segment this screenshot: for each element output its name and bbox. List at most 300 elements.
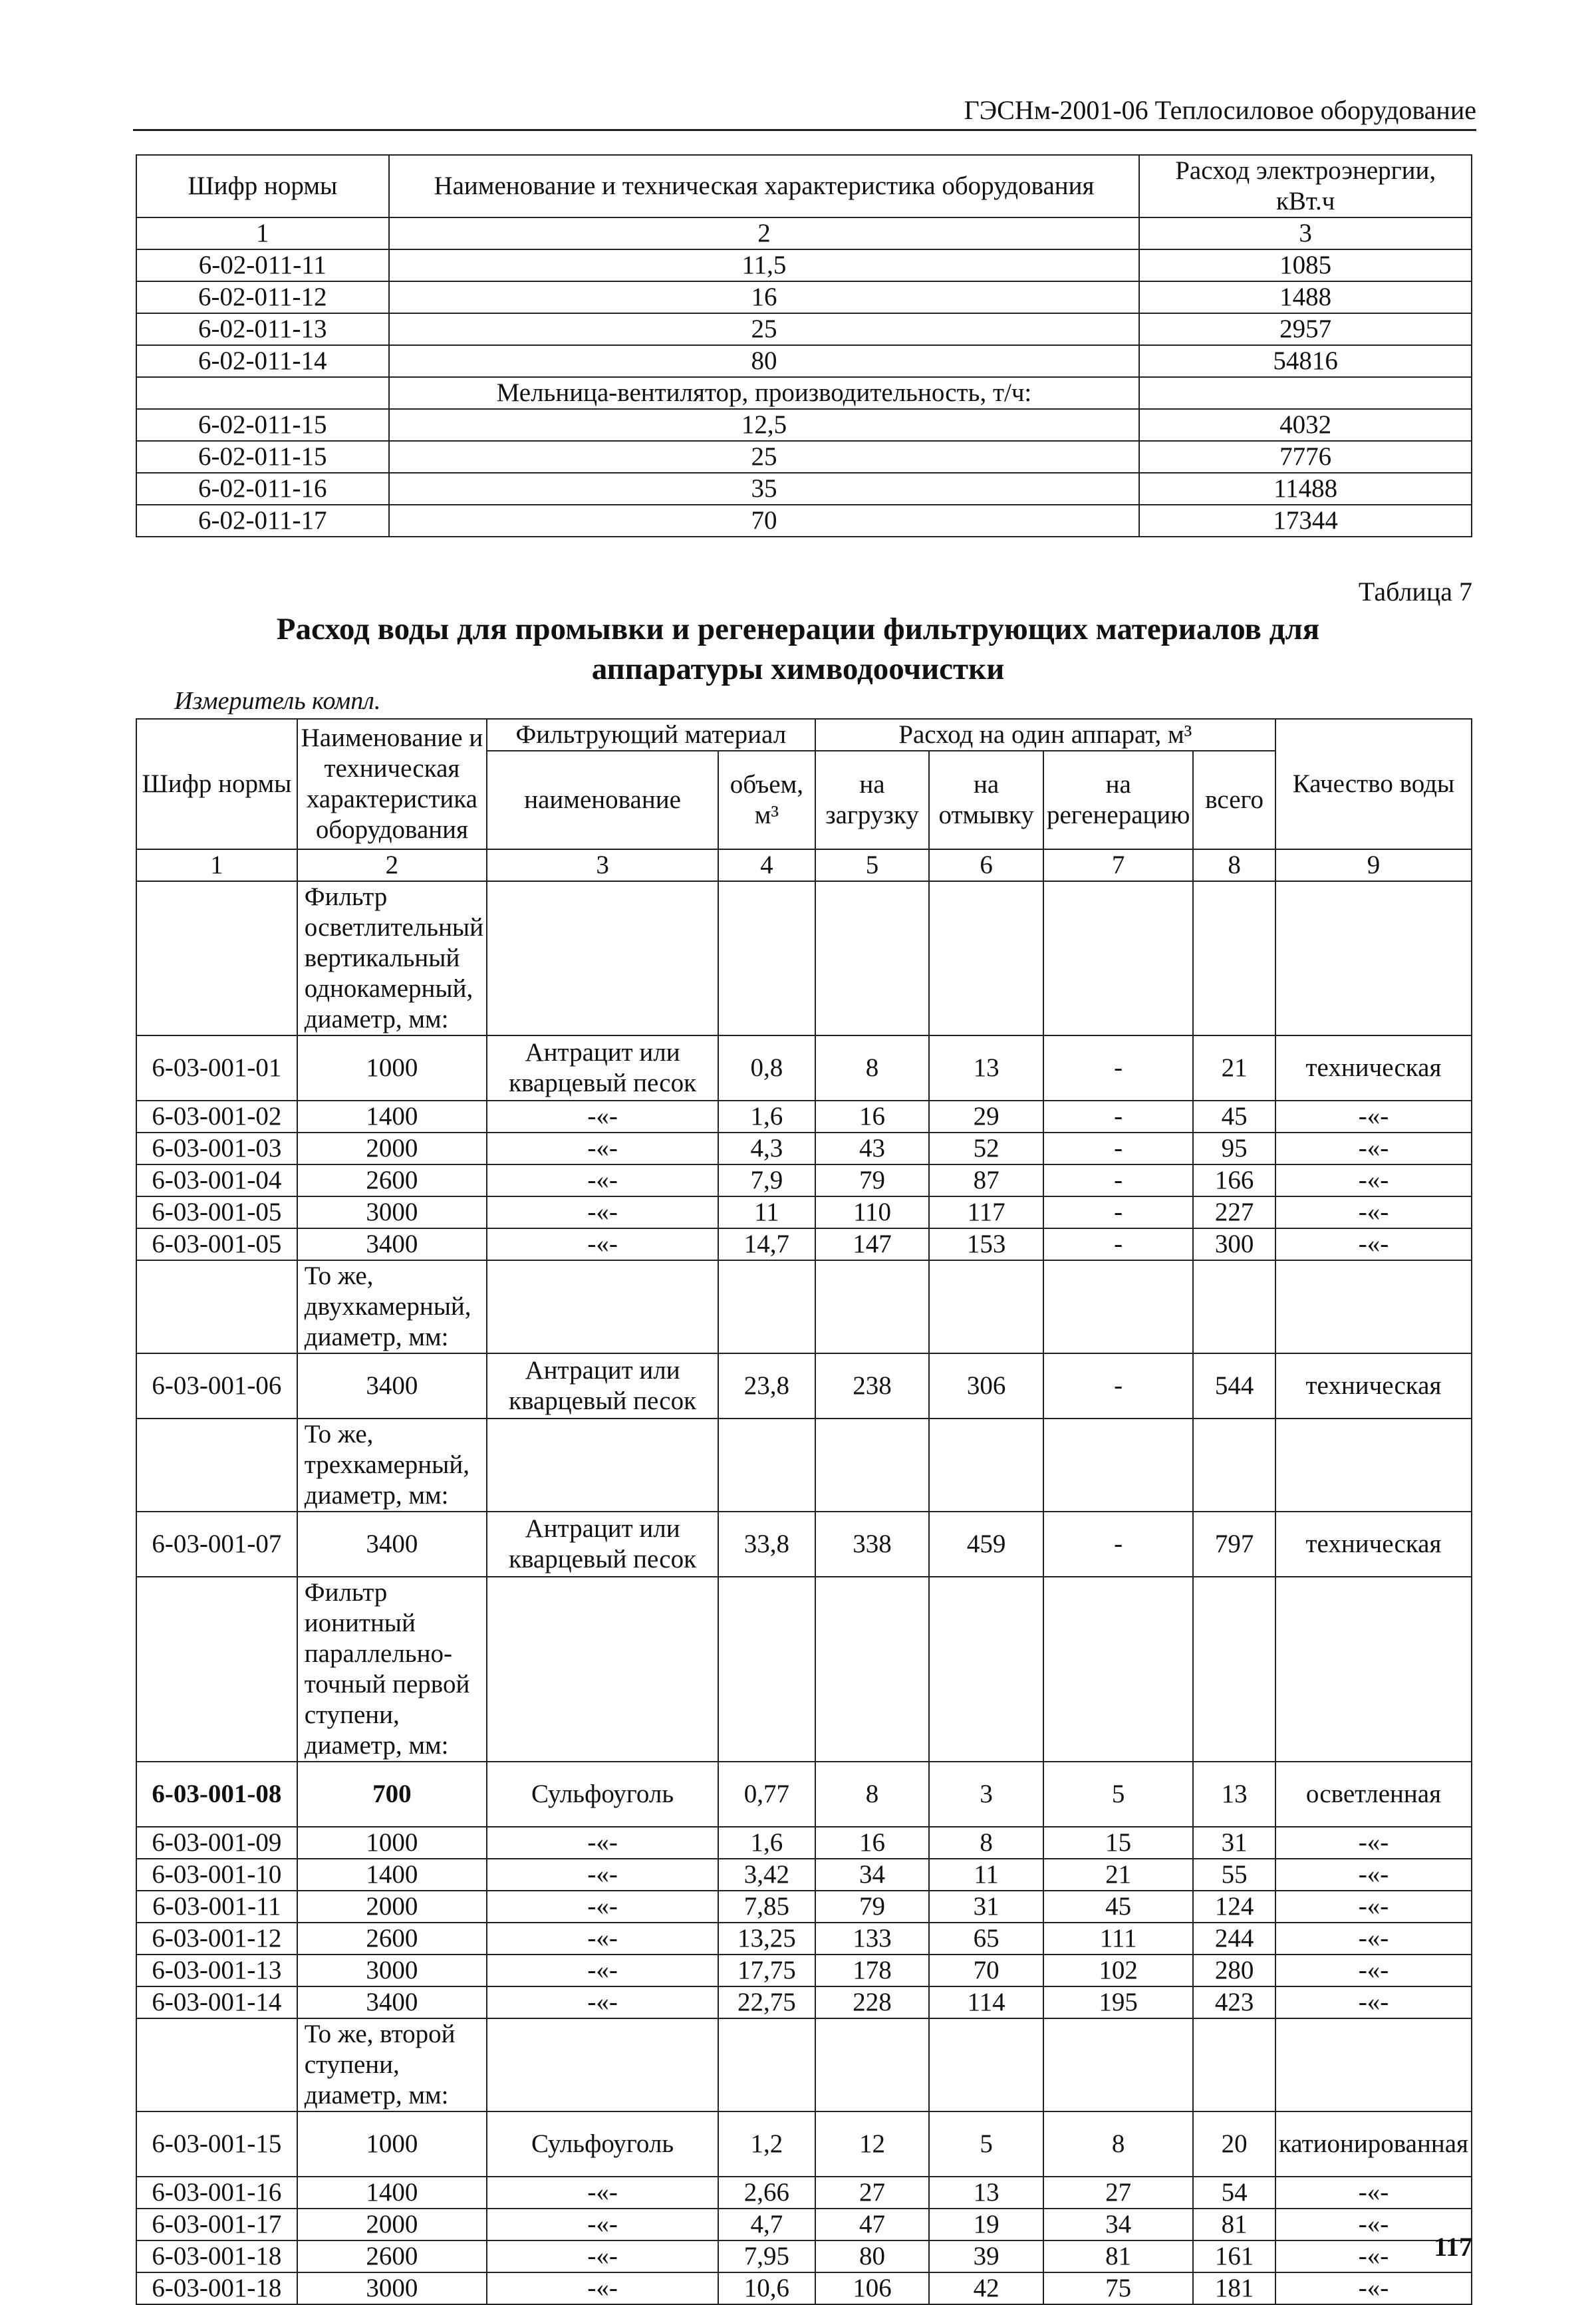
row-code: 6-03-001-04 [136,1164,297,1196]
table-row [136,1101,1472,1133]
table-row [136,441,1472,473]
header-electricity: Расход электроэнергии, кВт.ч [1139,155,1472,217]
section-description: Фильтр осветлительный вертикальный однокамерный, диаметр, мм: [297,881,487,1035]
table-row [136,1035,1472,1101]
row-diameter: 2000 [297,2209,487,2240]
row-diameter: 3400 [297,1512,487,1577]
row-value: 2957 [1139,313,1472,345]
empty-cell [718,1260,815,1353]
row-name: 35 [389,473,1140,505]
empty-cell [929,2018,1043,2111]
table-row [136,2240,1472,2272]
section-description: То же, трехкамерный, диаметр, мм: [297,1419,487,1512]
row-wash: 65 [929,1923,1043,1955]
column-number: 8 [1193,849,1275,881]
empty-cell [1193,2018,1275,2111]
row-diameter: 1400 [297,2177,487,2209]
row-total: 20 [1193,2111,1275,2177]
row-code: 6-03-001-18 [136,2240,297,2272]
empty-cell [1275,2018,1472,2111]
section-row [136,2018,1472,2111]
row-diameter: 700 [297,1762,487,1827]
row-material: Антрацит или кварцевый песок [487,1512,718,1577]
row-total: 161 [1193,2240,1275,2272]
row-code: 6-03-001-07 [136,1512,297,1577]
row-quality: техническая [1275,1035,1472,1101]
row-code: 6-03-001-06 [136,1353,297,1419]
section-row [136,1577,1472,1762]
row-quality: -«- [1275,2177,1472,2209]
table-row [136,1986,1472,2018]
row-quality: -«- [1275,1955,1472,1986]
row-load: 110 [815,1196,930,1228]
table-row [136,1228,1472,1260]
header-load: на загрузку [815,751,930,849]
row-code: 6-03-001-15 [136,2111,297,2177]
row-wash: 117 [929,1196,1043,1228]
column-number: 4 [718,849,815,881]
row-material: -«- [487,1133,718,1164]
table-row [136,2111,1472,2177]
table-row [136,2209,1472,2240]
table-row [136,505,1472,537]
row-volume: 7,9 [718,1164,815,1196]
header-total: всего [1193,751,1275,849]
row-total: 166 [1193,1164,1275,1196]
row-wash: 29 [929,1101,1043,1133]
table-row [136,1859,1472,1891]
row-quality: техническая [1275,1353,1472,1419]
header-flow-per-unit: Расход на один аппарат, м³ [815,719,1275,751]
row-wash: 11 [929,1859,1043,1891]
water-consumption-table [136,718,1472,2305]
empty-cell [487,1577,718,1762]
row-code: 6-02-011-15 [136,409,389,441]
row-load: 133 [815,1923,930,1955]
row-volume: 7,85 [718,1891,815,1923]
header-filter-name: наименование [487,751,718,849]
table-row [136,377,1472,409]
empty-cell [929,1577,1043,1762]
row-material: Антрацит или кварцевый песок [487,1353,718,1419]
row-code: 6-03-001-08 [136,1762,297,1827]
empty-cell [1193,1419,1275,1512]
row-regen: 102 [1043,1955,1193,1986]
table-row [136,1762,1472,1827]
empty-cell [815,881,930,1035]
row-quality: -«- [1275,1196,1472,1228]
column-number: 5 [815,849,930,881]
row-volume: 1,2 [718,2111,815,2177]
table-row [136,409,1472,441]
row-value: 11488 [1139,473,1472,505]
row-quality: -«- [1275,1923,1472,1955]
row-regen: - [1043,1164,1193,1196]
empty-cell [1275,1577,1472,1762]
row-material: Сульфоуголь [487,2111,718,2177]
row-diameter: 1400 [297,1859,487,1891]
row-regen: 75 [1043,2272,1193,2304]
row-total: 55 [1193,1859,1275,1891]
row-regen: - [1043,1196,1193,1228]
row-code: 6-03-001-05 [136,1196,297,1228]
row-load: 147 [815,1228,930,1260]
empty-cell [718,1419,815,1512]
row-wash: 153 [929,1228,1043,1260]
row-code: 6-03-001-03 [136,1133,297,1164]
row-volume: 14,7 [718,1228,815,1260]
table-title [200,609,1396,689]
row-total: 21 [1193,1035,1275,1101]
row-wash: 13 [929,1035,1043,1101]
table-row [136,1891,1472,1923]
row-code: 6-03-001-05 [136,1228,297,1260]
row-wash: 87 [929,1164,1043,1196]
row-material: -«- [487,1955,718,1986]
row-material: Антрацит или кварцевый песок [487,1035,718,1101]
row-regen: 111 [1043,1923,1193,1955]
column-number-row [136,849,1472,881]
row-material: -«- [487,2272,718,2304]
empty-cell [1275,881,1472,1035]
row-quality: техническая [1275,1512,1472,1577]
row-code: 6-03-001-13 [136,1955,297,1986]
electricity-table [136,154,1472,537]
table-title-line: Расход воды для промывки и регенерации фильтрующих материалов для [276,612,1320,646]
row-code: 6-03-001-16 [136,2177,297,2209]
table-header-row [136,719,1472,751]
empty-cell [136,881,297,1035]
header-filter-material: Фильтрующий материал [487,719,815,751]
empty-cell [1043,1419,1193,1512]
table-row [136,2177,1472,2209]
row-value: 54816 [1139,345,1472,377]
row-wash: 42 [929,2272,1043,2304]
row-regen: - [1043,1133,1193,1164]
row-regen: 8 [1043,2111,1193,2177]
row-total: 423 [1193,1986,1275,2018]
empty-cell [1043,1260,1193,1353]
row-quality: -«- [1275,1133,1472,1164]
empty-cell [815,1577,930,1762]
row-load: 47 [815,2209,930,2240]
row-load: 34 [815,1859,930,1891]
row-wash: 13 [929,2177,1043,2209]
row-material: -«- [487,1827,718,1859]
row-volume: 1,6 [718,1827,815,1859]
table-header-row [136,155,1472,217]
row-volume: 11 [718,1196,815,1228]
column-number: 2 [389,217,1140,249]
table-row [136,1512,1472,1577]
header-code: Шифр нормы [136,155,389,217]
row-quality: -«- [1275,1859,1472,1891]
header-filter-volume: объем, м³ [718,751,815,849]
row-diameter: 2000 [297,1891,487,1923]
table-row [136,313,1472,345]
empty-cell [929,1419,1043,1512]
header-regen: на регенерацию [1043,751,1193,849]
row-diameter: 1000 [297,1035,487,1101]
row-volume: 0,8 [718,1035,815,1101]
row-regen: 21 [1043,1859,1193,1891]
row-code: 6-02-011-11 [136,249,389,281]
table-row [136,1923,1472,1955]
table-row [136,1955,1472,1986]
row-volume: 13,25 [718,1923,815,1955]
empty-cell [929,1260,1043,1353]
table-row [136,1353,1472,1419]
row-diameter: 2600 [297,1164,487,1196]
row-wash: 8 [929,1827,1043,1859]
empty-cell [1043,2018,1193,2111]
empty-cell [487,1260,718,1353]
table-row [136,1164,1472,1196]
row-code: 6-02-011-12 [136,281,389,313]
row-material: -«- [487,2240,718,2272]
row-regen: - [1043,1101,1193,1133]
row-quality: -«- [1275,2209,1472,2240]
row-diameter: 1000 [297,1827,487,1859]
header-wash: на отмывку [929,751,1043,849]
row-load: 106 [815,2272,930,2304]
row-code: 6-02-011-17 [136,505,389,537]
table-row [136,249,1472,281]
row-material: -«- [487,1923,718,1955]
row-wash: 31 [929,1891,1043,1923]
row-code: 6-03-001-02 [136,1101,297,1133]
row-diameter: 1400 [297,1101,487,1133]
row-diameter: 3000 [297,1196,487,1228]
row-load: 79 [815,1891,930,1923]
row-material: -«- [487,2209,718,2240]
row-regen: 34 [1043,2209,1193,2240]
row-load: 238 [815,1353,930,1419]
row-total: 95 [1193,1133,1275,1164]
section-description: Фильтр ионитный параллельно-точный первой ступени, диаметр, мм: [297,1577,487,1762]
row-regen: - [1043,1035,1193,1101]
empty-cell [718,881,815,1035]
table-row [136,1196,1472,1228]
header-code: Шифр нормы [136,719,297,849]
row-volume: 2,66 [718,2177,815,2209]
row-quality: -«- [1275,1101,1472,1133]
column-number: 3 [1139,217,1472,249]
row-regen: 15 [1043,1827,1193,1859]
row-code: 6-02-011-14 [136,345,389,377]
section-description: То же, второй ступени, диаметр, мм: [297,2018,487,2111]
row-diameter: 2600 [297,1923,487,1955]
column-number: 3 [487,849,718,881]
row-wash: 114 [929,1986,1043,2018]
row-material: Сульфоуголь [487,1762,718,1827]
section-row [136,881,1472,1035]
row-total: 124 [1193,1891,1275,1923]
row-code: 6-02-011-15 [136,441,389,473]
row-diameter: 3400 [297,1986,487,2018]
row-regen: - [1043,1512,1193,1577]
header-name: Наименование и техническая характеристика оборудования [297,719,487,849]
row-diameter: 3000 [297,2272,487,2304]
empty-cell [136,1419,297,1512]
row-name: 70 [389,505,1140,537]
row-name: Мельница-вентилятор, производительность, т/ч: [389,377,1140,409]
empty-cell [1043,1577,1193,1762]
row-quality: -«- [1275,1827,1472,1859]
row-volume: 4,3 [718,1133,815,1164]
row-quality: осветленная [1275,1762,1472,1827]
empty-cell [487,881,718,1035]
row-material: -«- [487,1164,718,1196]
row-wash: 19 [929,2209,1043,2240]
row-wash: 70 [929,1955,1043,1986]
row-total: 300 [1193,1228,1275,1260]
row-value: 1488 [1139,281,1472,313]
row-load: 8 [815,1035,930,1101]
row-load: 43 [815,1133,930,1164]
row-volume: 7,95 [718,2240,815,2272]
measure-unit: Измеритель компл. [174,687,381,715]
row-total: 54 [1193,2177,1275,2209]
row-load: 8 [815,1762,930,1827]
row-load: 12 [815,2111,930,2177]
row-code: 6-03-001-12 [136,1923,297,1955]
row-value: 17344 [1139,505,1472,537]
empty-cell [487,2018,718,2111]
row-load: 338 [815,1512,930,1577]
row-regen: 27 [1043,2177,1193,2209]
row-material: -«- [487,1986,718,2018]
row-value [1139,377,1472,409]
row-load: 178 [815,1955,930,1986]
row-quality: -«- [1275,1891,1472,1923]
row-diameter: 3000 [297,1955,487,1986]
water-table-body [136,881,1472,2304]
row-total: 45 [1193,1101,1275,1133]
section-description: То же, двухкамерный, диаметр, мм: [297,1260,487,1353]
row-code: 6-03-001-10 [136,1859,297,1891]
row-diameter: 2000 [297,1133,487,1164]
row-material: -«- [487,1228,718,1260]
row-load: 16 [815,1101,930,1133]
row-code: 6-03-001-09 [136,1827,297,1859]
row-code: 6-03-001-14 [136,1986,297,2018]
empty-cell [136,1260,297,1353]
running-header: ГЭСНм-2001-06 Теплосиловое оборудование [133,92,1476,131]
row-quality: -«- [1275,2240,1472,2272]
row-quality: -«- [1275,1164,1472,1196]
empty-cell [1193,1260,1275,1353]
row-diameter: 3400 [297,1353,487,1419]
table-title-line: аппаратуры химводоочистки [591,652,1005,686]
empty-cell [718,2018,815,2111]
row-value: 1085 [1139,249,1472,281]
table-row [136,345,1472,377]
empty-cell [1275,1260,1472,1353]
column-number: 2 [297,849,487,881]
row-code: 6-03-001-11 [136,1891,297,1923]
column-number-row [136,217,1472,249]
row-volume: 17,75 [718,1955,815,1986]
row-code: 6-03-001-01 [136,1035,297,1101]
empty-cell [815,1419,930,1512]
row-name: 25 [389,313,1140,345]
row-load: 79 [815,1164,930,1196]
table-row [136,2272,1472,2304]
empty-cell [815,2018,930,2111]
section-row [136,1419,1472,1512]
column-number: 7 [1043,849,1193,881]
row-volume: 33,8 [718,1512,815,1577]
row-volume: 10,6 [718,2272,815,2304]
row-total: 544 [1193,1353,1275,1419]
empty-cell [136,2018,297,2111]
header-name: Наименование и техническая характеристика оборудования [389,155,1140,217]
row-regen: 5 [1043,1762,1193,1827]
row-diameter: 2600 [297,2240,487,2272]
row-volume: 0,77 [718,1762,815,1827]
row-load: 16 [815,1827,930,1859]
row-regen: - [1043,1228,1193,1260]
section-row [136,1260,1472,1353]
header-water-quality: Качество воды [1275,719,1472,849]
table-row [136,1827,1472,1859]
row-regen: 45 [1043,1891,1193,1923]
row-total: 244 [1193,1923,1275,1955]
row-code: 6-03-001-17 [136,2209,297,2240]
row-wash: 459 [929,1512,1043,1577]
row-name: 25 [389,441,1140,473]
table-label: Таблица 7 [1358,577,1472,607]
row-wash: 3 [929,1762,1043,1827]
row-total: 181 [1193,2272,1275,2304]
row-name: 80 [389,345,1140,377]
column-number: 9 [1275,849,1472,881]
row-name: 12,5 [389,409,1140,441]
electricity-table-body [136,249,1472,537]
row-material: -«- [487,2177,718,2209]
row-total: 13 [1193,1762,1275,1827]
row-regen: - [1043,1353,1193,1419]
table-row [136,473,1472,505]
empty-cell [1193,1577,1275,1762]
row-material: -«- [487,1891,718,1923]
page-number: 117 [1434,2232,1472,2262]
row-name: 11,5 [389,249,1140,281]
empty-cell [487,1419,718,1512]
row-wash: 52 [929,1133,1043,1164]
row-total: 280 [1193,1955,1275,1986]
row-volume: 1,6 [718,1101,815,1133]
row-regen: 195 [1043,1986,1193,2018]
row-code: 6-02-011-16 [136,473,389,505]
row-diameter: 3400 [297,1228,487,1260]
row-volume: 23,8 [718,1353,815,1419]
table-row [136,281,1472,313]
column-number: 6 [929,849,1043,881]
row-total: 227 [1193,1196,1275,1228]
row-diameter: 1000 [297,2111,487,2177]
row-wash: 306 [929,1353,1043,1419]
row-volume: 22,75 [718,1986,815,2018]
column-number: 1 [136,849,297,881]
row-volume: 4,7 [718,2209,815,2240]
row-load: 27 [815,2177,930,2209]
row-value: 7776 [1139,441,1472,473]
empty-cell [136,1577,297,1762]
empty-cell [929,881,1043,1035]
empty-cell [815,1260,930,1353]
